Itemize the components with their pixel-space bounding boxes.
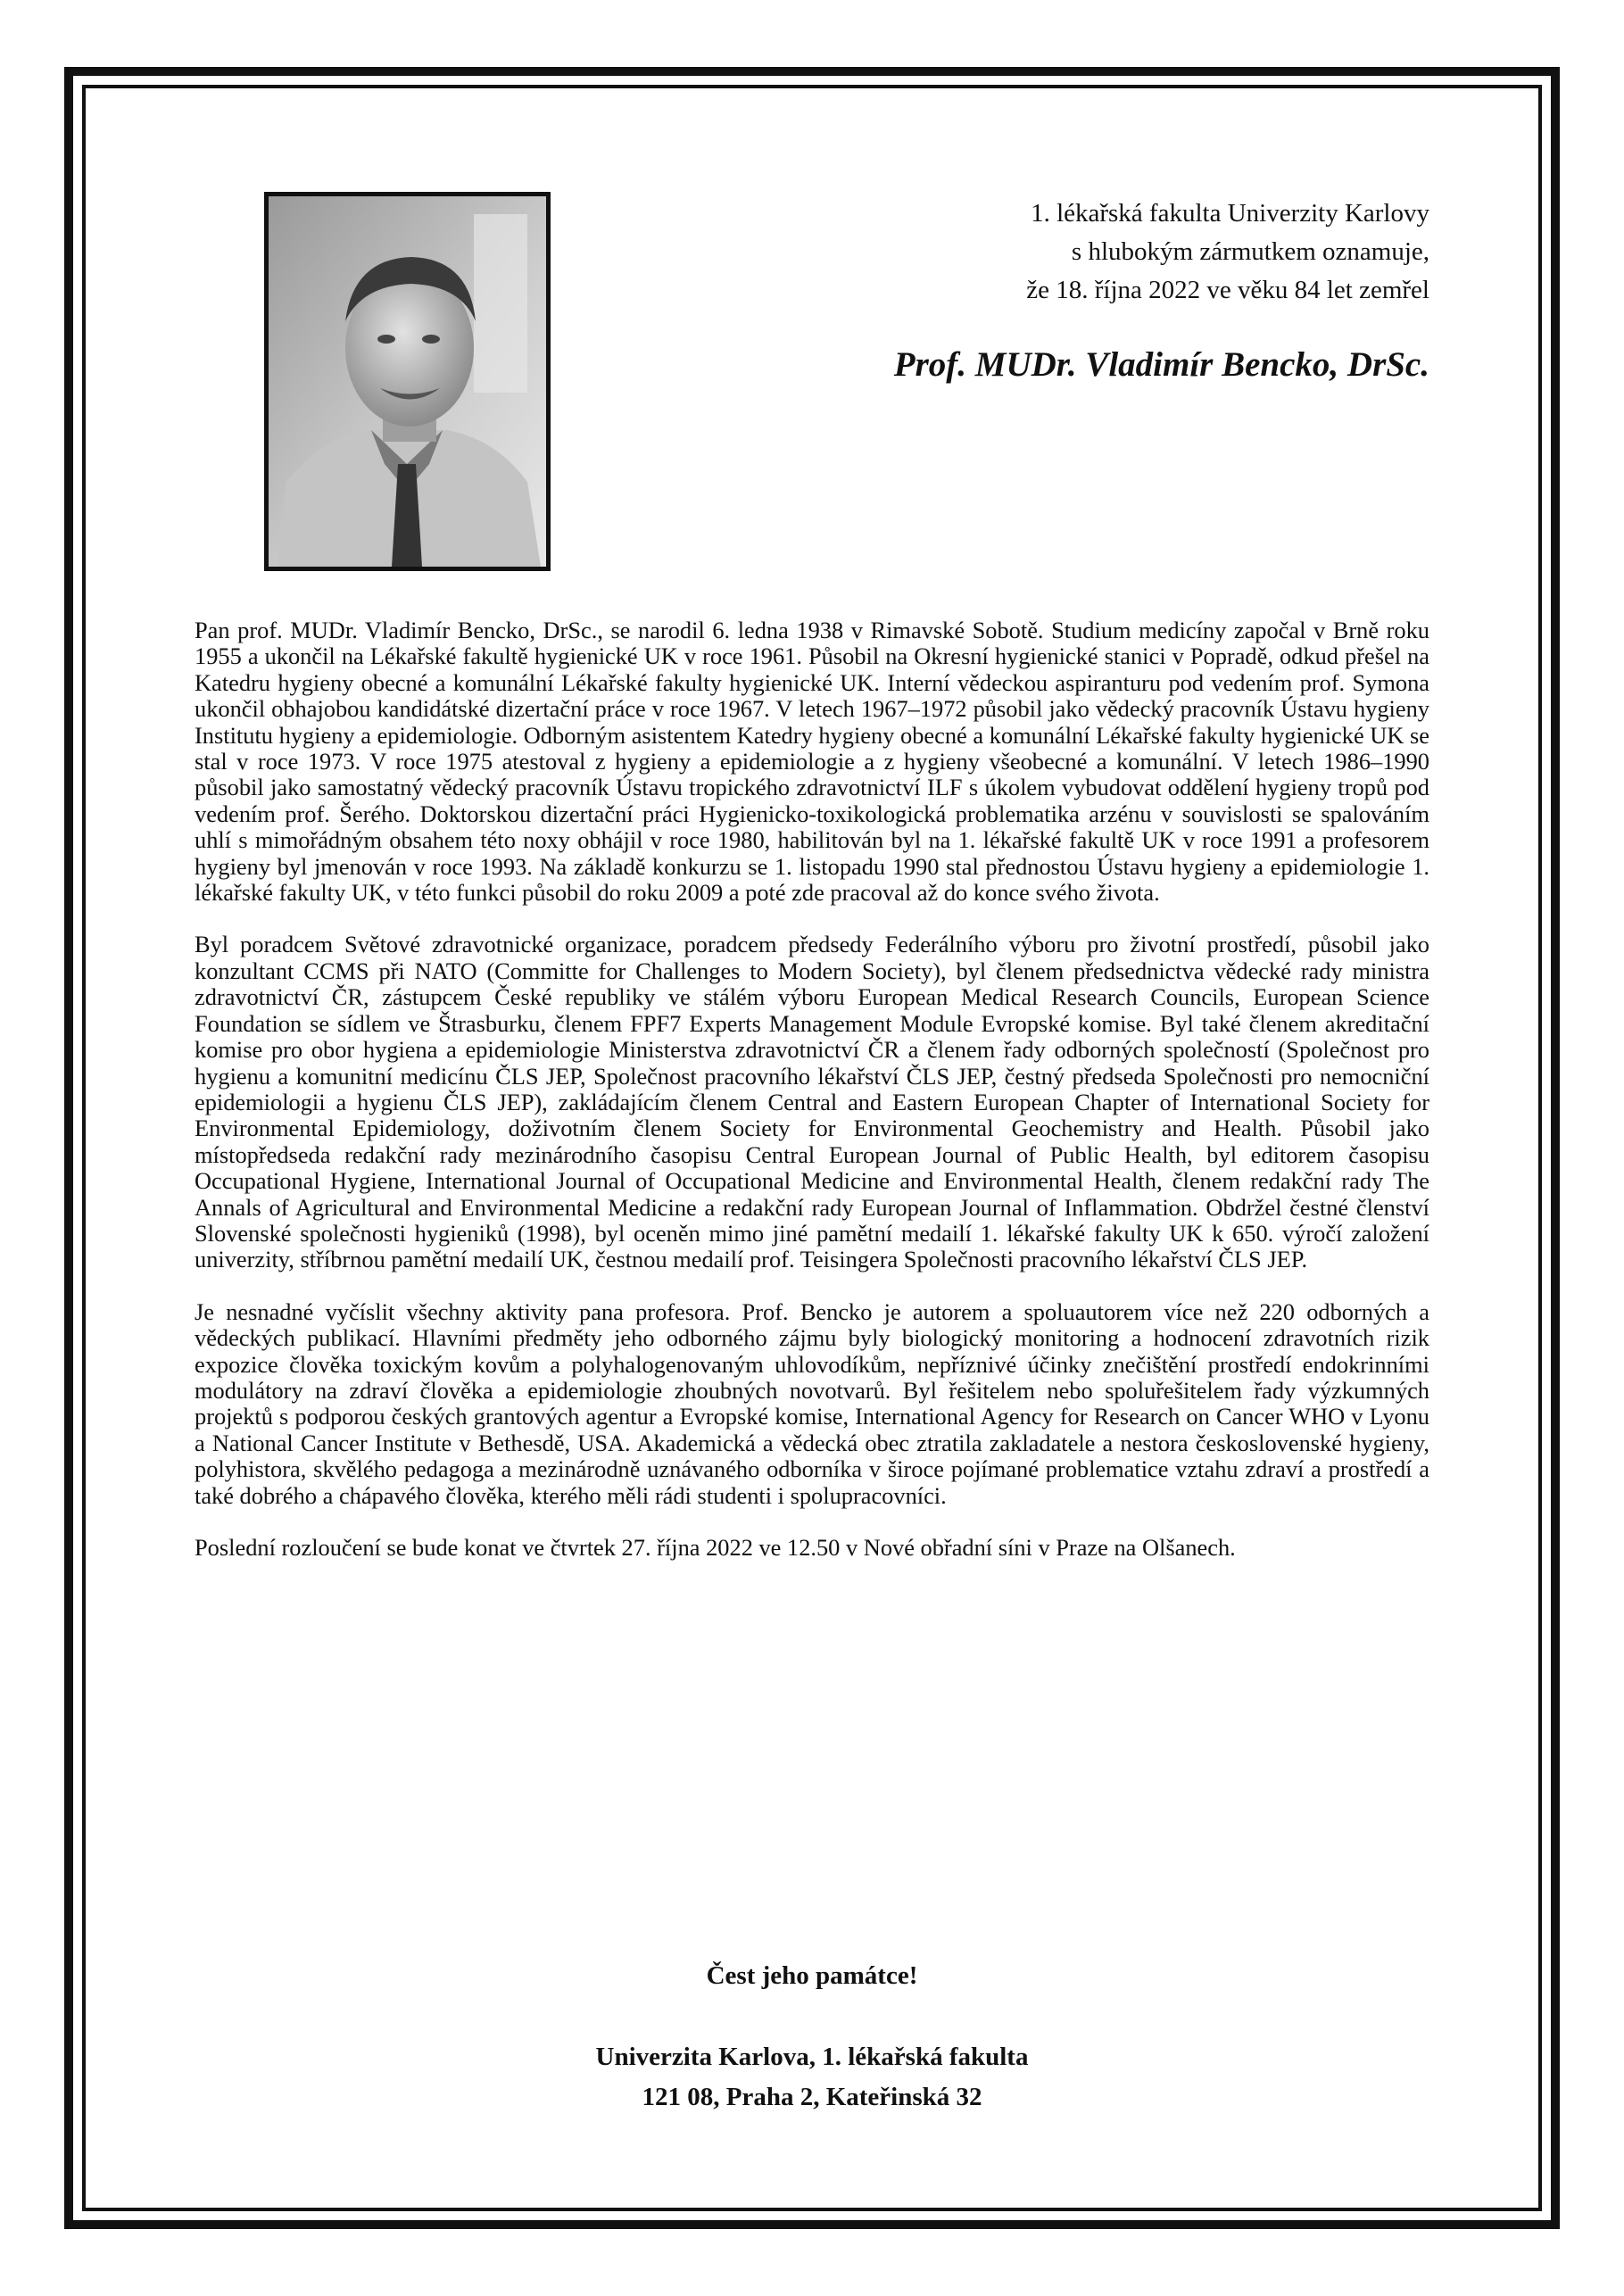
obituary-body — [195, 618, 1429, 1561]
portrait-image — [269, 196, 546, 567]
footer-line: Univerzita Karlova, 1. lékařská fakulta — [595, 2043, 1029, 2071]
footer-line: 121 08, Praha 2, Kateřinská 32 — [642, 2083, 982, 2111]
announcement-line: s hlubokým zármutkem oznamuje, — [1071, 237, 1429, 266]
deceased-name: Prof. MUDr. Vladimír Bencko, DrSc. — [893, 345, 1429, 384]
body-paragraph: Poslední rozloučení se bude konat ve čtvrtek 27. října 2022 ve 12.50 v Nové obřadní síni v Praze na Olšanech. — [195, 1534, 1236, 1561]
body-paragraph: Je nesnadné vyčíslit všechny aktivity pana profesora. Prof. Bencko je autorem a spoluautorem více než 220 odborných a vědeckých publikací. Hlavními předměty jeho odborného zájmu byly biologický monitoring a hodnocení zdravotních rizik expozice člověka toxickým kovům a polyhalogenovaným uhlovodíkům, nepříznivé účinky znečištění prostředí endokrinními modulátory na zdraví člověka a epidemiologie zhoubných novotvarů. Byl řešitelem nebo spoluřešitelem řady výzkumných projektů s podporou českých grantových agentur a Evropské komise, International Agency for Research on Cancer WHO v Lyonu a National Cancer Institute v Bethesdě, USA. Akademická a vědecká obec ztratila zakladatele a nestora československé hygieny, polyhistora, skvělého pedagoga a mezinárodně uznávaného odborníka v široce pojímané problematice vztahu zdraví a prostředí a také dobrého a chápavého člověka, kterého měli rádi studenti i spolupracovníci. — [195, 1297, 1429, 1509]
body-paragraph: Pan prof. MUDr. Vladimír Bencko, DrSc., se narodil 6. ledna 1938 v Rimavské Sobotě. Studium medicíny započal v Brně roku 1955 a ukončil na Lékařské fakultě hygienické UK v roce 1961. Působil na Okresní hygienické stanici v Popradě, odkud přešel na Katedru hygieny obecné a komunální Lékařské fakulty hygienické UK. Interní vědeckou aspiranturu pod vedením prof. Symona ukončil obhajobou kandidátské dizertační práce v roce 1967. V letech 1967–1972 působil jako vědecký pracovník Ústavu hygieny Institutu hygieny a epidemiologie. Odborným asistentem Katedry hygieny obecné a komunální Lékařské fakulty hygienické UK se stal v roce 1973. V roce 1975 atestoval z hygieny a epidemiologie a z hygieny všeobecné a komunální. V letech 1986–1990 působil jako samostatný vědecký pracovník Ústavu tropického zdravotnictví ILF s úkolem vybudovat oddělení hygieny tropů pod vedením prof. Šerého. Doktorskou dizertační práci Hygienicko-toxikologická problematika arzénu v souvislosti se spalováním uhlí s mimořádným obsahem této noxy obhájil v roce 1980, habilitován byl na 1. lékařské fakultě UK v roce 1991 a profesorem hygieny byl jmenován v roce 1993. Na základě konkurzu se 1. listopadu 1990 stal přednostou Ústavu hygieny a epidemiologie 1. lékařské fakulty UK, v této funkci působil do roku 2009 a poté zde pracoval až do konce svého života. — [195, 617, 1429, 907]
announcement-line: 1. lékařská fakulta Univerzity Karlovy — [1031, 199, 1429, 228]
closing-line: Čest jeho památce! — [706, 1961, 918, 1990]
portrait-photo — [264, 192, 551, 571]
body-paragraph: Byl poradcem Světové zdravotnické organizace, poradcem předsedy Federálního výboru pro životní prostředí, působil jako konzultant CCMS při NATO (Committe for Challenges to Modern Society), byl členem předsednictva vědecké rady ministra zdravotnictví ČR, zástupcem České republiky ve stálém výboru European Medical Research Councils, European Science Foundation se sídlem ve Štrasburku, členem FPF7 Experts Management Module Evropské komise. Byl také členem akreditační komise pro obor hygiena a epidemiologie Ministerstva zdravotnictví ČR a členem řady odborných společností (Společnost pro hygienu a komunitní medicínu ČLS JEP, Společnost pracovního lékařství ČLS JEP, čestný předseda Společnosti pro nemocniční epidemiologii a hygienu ČLS JEP), zakládajícím členem Central and Eastern European Chapter of International Society for Environmental Epidemiology, doživotním členem Society for Environmental Geochemistry and Health. Působil jako místopředseda redakční rady mezinárodního časopisu Central European Journal of Public Health, byl editorem časopisu Occupational Hygiene, International Journal of Occupational Medicine and Environmental Health, členem redakční rady The Annals of Agricultural and Environmental Medicine a redakční rady European Journal of Inflammation. Obdržel čestné členství Slovenské společnosti hygieniků (1998), byl oceněn mimo jiné pamětní medailí 1. lékařské fakulty UK k 650. výročí založení univerzity, stříbrnou pamětní medailí UK, čestnou medailí prof. Teisingera Společnosti pracovního lékařství ČLS JEP. — [195, 931, 1429, 1273]
announcement-line: že 18. října 2022 ve věku 84 let zemřel — [1026, 276, 1429, 304]
footer-address — [0, 2037, 1624, 2118]
announcement — [626, 195, 1429, 310]
